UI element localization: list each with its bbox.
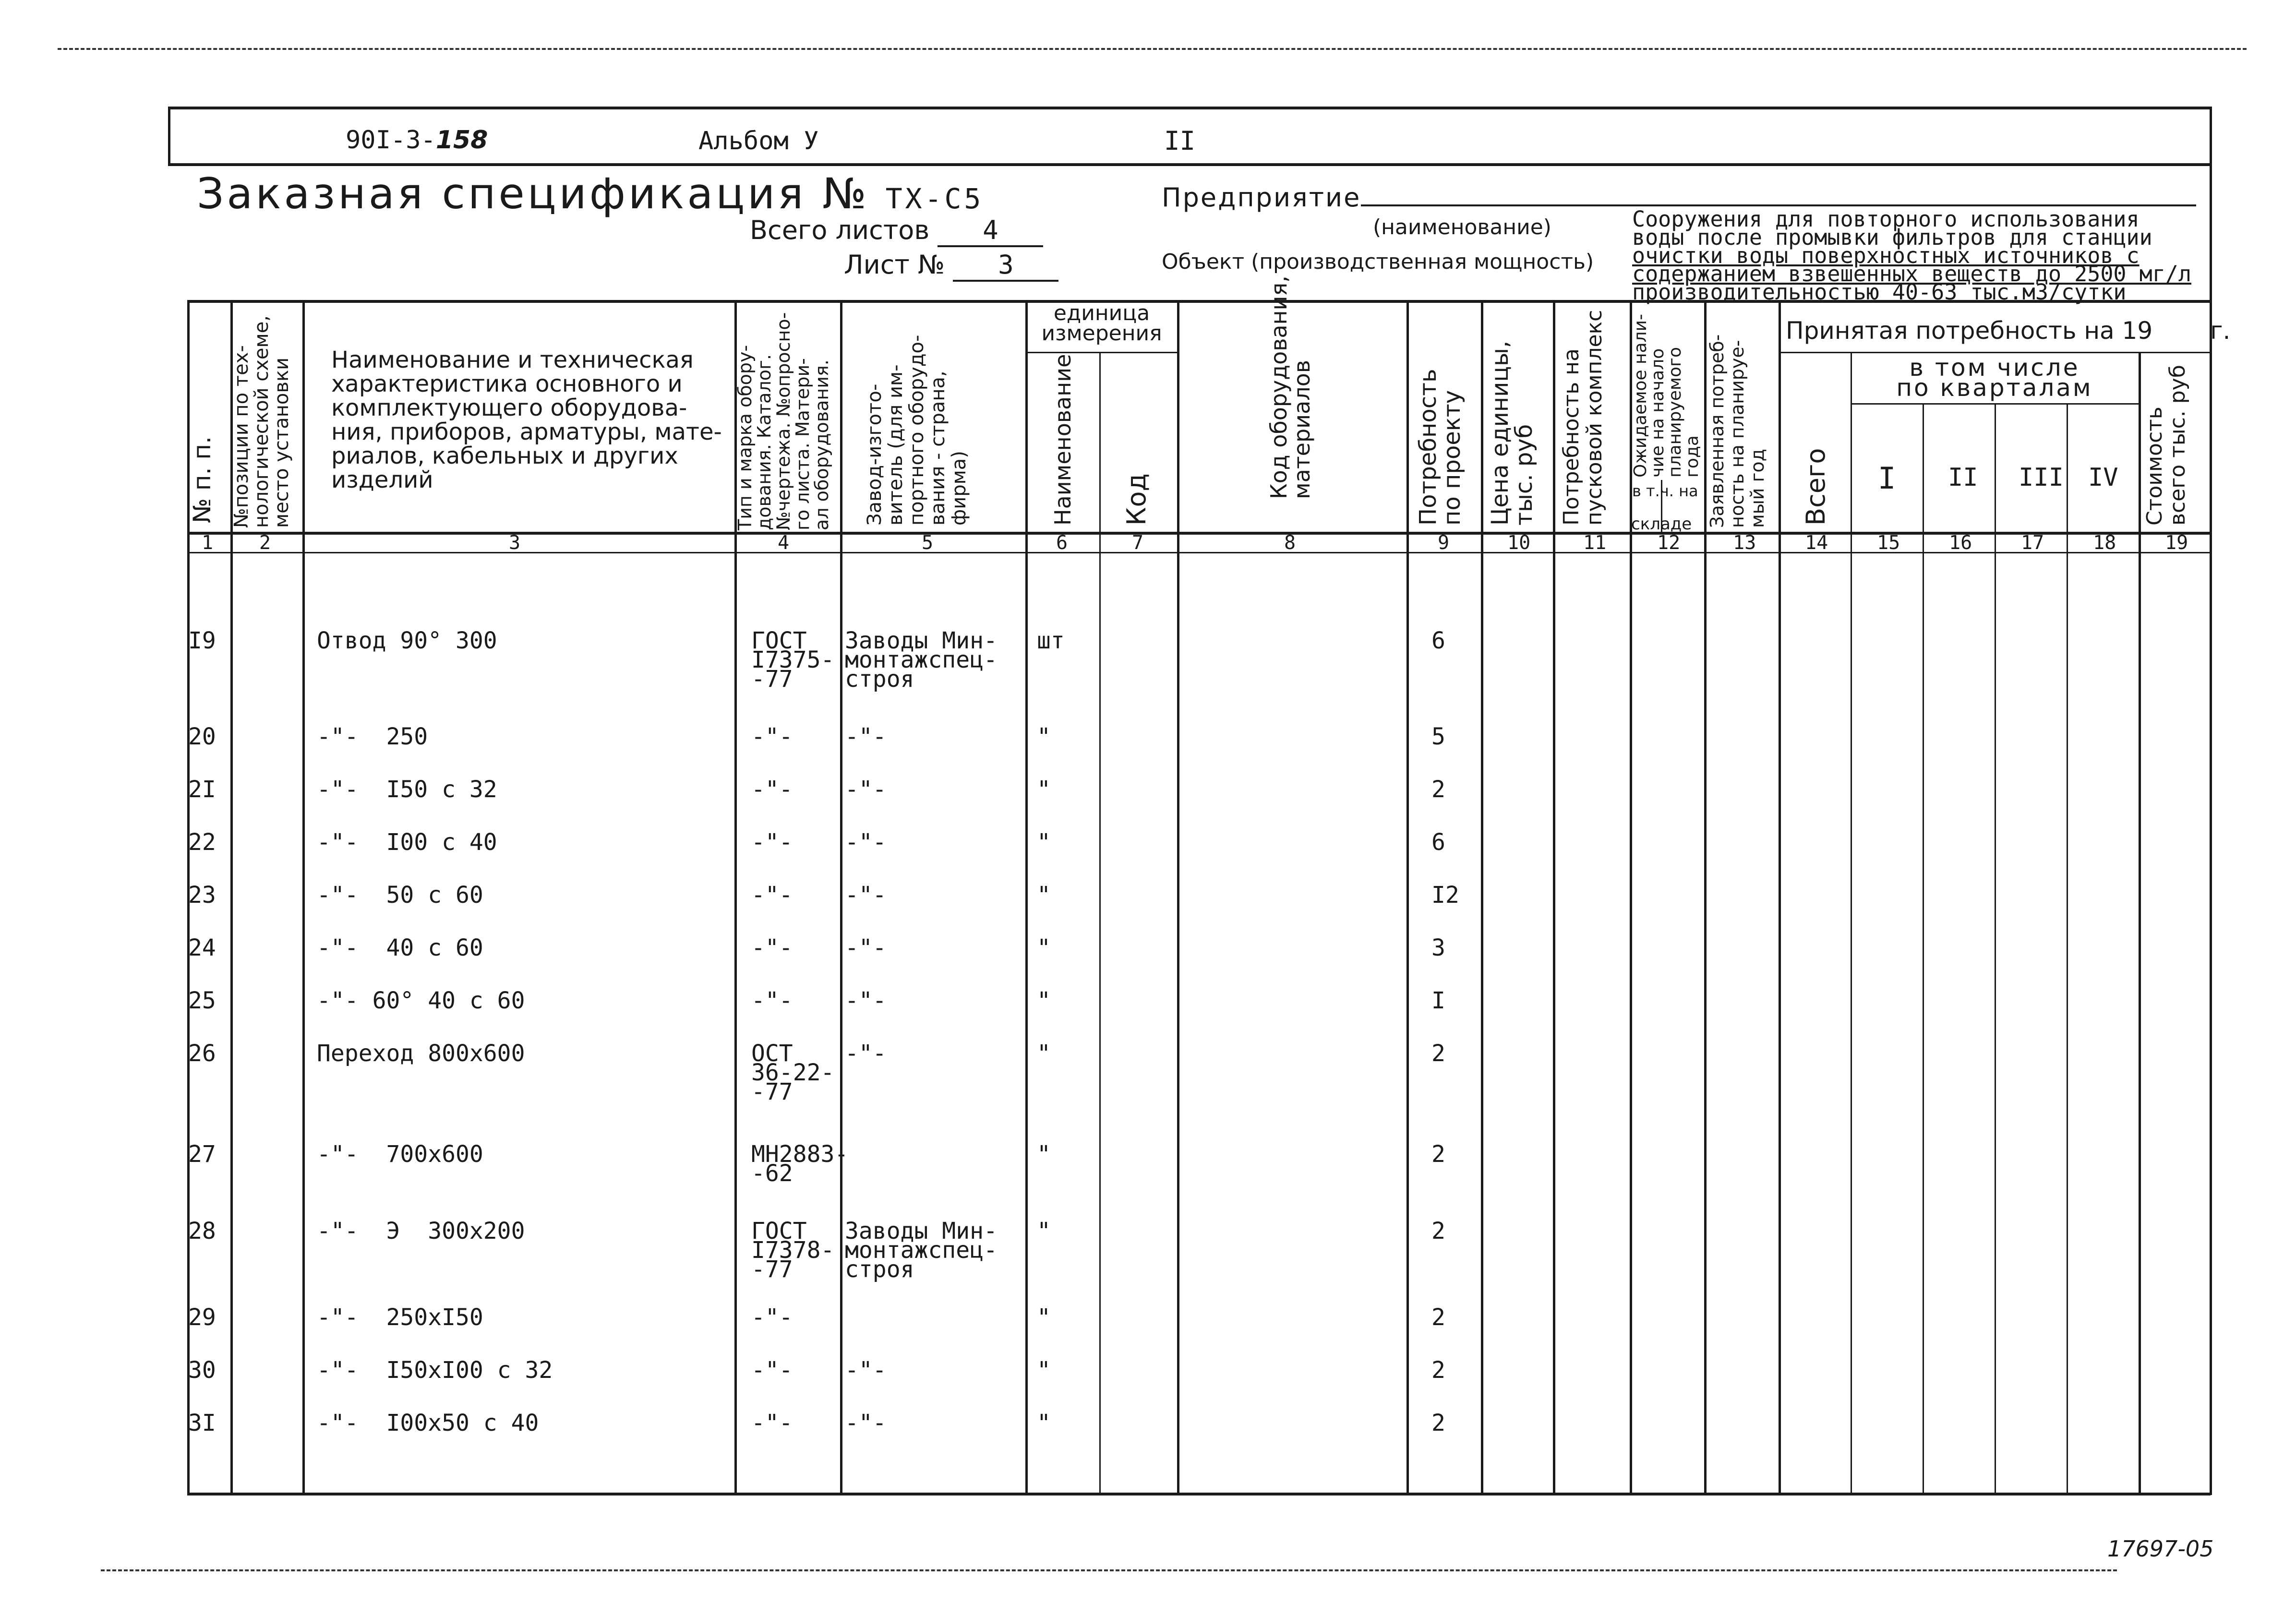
- row-number: 30: [188, 1357, 216, 1384]
- row-number: 28: [188, 1218, 216, 1244]
- col-header-q4: IV: [2088, 463, 2118, 492]
- item-type: -"-: [751, 1357, 793, 1384]
- item-name: -"- I00 с 40: [317, 829, 497, 856]
- col-header-expected-warehouse: складе: [1631, 514, 1692, 534]
- item-unit: ": [1037, 1141, 1051, 1168]
- scan-bottom-border: [101, 1569, 2117, 1571]
- item-unit: ": [1037, 1357, 1051, 1384]
- item-unit: ": [1037, 882, 1051, 909]
- item-quantity: 2: [1431, 1357, 1445, 1384]
- row-number: 24: [188, 934, 216, 961]
- item-unit: ": [1037, 829, 1051, 856]
- row-number: 23: [188, 882, 216, 909]
- row-number: 29: [188, 1304, 216, 1331]
- item-unit: ": [1037, 934, 1051, 961]
- item-unit: ": [1037, 776, 1051, 803]
- col-header-startup: Потребность на пусковой комплекс: [1559, 310, 1607, 526]
- item-type: -77: [751, 666, 793, 693]
- col-header-position: №позиции по тех- нологической схеме, место установки: [230, 315, 293, 528]
- item-name: -"- I00х50 с 40: [317, 1410, 539, 1436]
- row-number: 26: [188, 1040, 216, 1067]
- item-maker: -"-: [845, 1040, 887, 1067]
- item-name: -"- 40 с 60: [317, 934, 483, 961]
- col-header-unit-name: Наименование: [1050, 354, 1076, 526]
- row-number: 20: [188, 723, 216, 750]
- item-unit: ": [1037, 1218, 1051, 1244]
- item-quantity: 6: [1431, 627, 1445, 654]
- item-type: ОСТ: [751, 1040, 793, 1067]
- col-header-unit-code: Код: [1121, 473, 1152, 526]
- footer-stamp: 17697-05: [2107, 1536, 2214, 1562]
- item-name: -"- I50 с 32: [317, 776, 497, 803]
- object-description: Сооружения для повторного использования воды после промывки фильтров для станции очистки воды поверхностных источников с содержанием взвешенных веществ до 2500 мг/л производительностью 40-63 тыс.м3/сутки: [1632, 206, 2191, 305]
- item-maker: -"-: [845, 776, 887, 803]
- item-maker: -"-: [845, 1410, 887, 1436]
- item-type: ГОСТ: [751, 627, 807, 654]
- row-number: I9: [188, 627, 216, 654]
- item-unit: ": [1037, 1304, 1051, 1331]
- item-quantity: 2: [1431, 1304, 1445, 1331]
- col-header-type: Тип и марка обору- дования. Каталог. №чертежа. №опросно- го листа. Матери- ал оборудования.: [734, 312, 832, 530]
- item-unit: ": [1037, 1040, 1051, 1067]
- item-type: -"-: [751, 987, 793, 1014]
- item-quantity: 2: [1431, 1040, 1445, 1067]
- total-sheets: Всего листов 4: [750, 215, 1043, 247]
- item-maker: -"-: [845, 934, 887, 961]
- col-header-cost: Стоимость всего тыс. руб: [2142, 365, 2190, 526]
- item-type: -62: [751, 1160, 793, 1187]
- enterprise-label: Предприятие: [1162, 182, 2196, 213]
- page-number: II: [1164, 126, 1196, 156]
- col-header-q2: II: [1948, 463, 1978, 492]
- album-label: Альбом У: [698, 127, 819, 156]
- item-maker: монтажспец-: [845, 646, 998, 673]
- col-header-declared: Заявленная потреб- ность на планируе- мый год: [1707, 334, 1768, 528]
- item-type: I7378-: [751, 1237, 835, 1264]
- item-type: ГОСТ: [751, 1218, 807, 1244]
- item-name: -"- 700х600: [317, 1141, 483, 1168]
- item-maker: -"-: [845, 1357, 887, 1384]
- item-unit: ": [1037, 723, 1051, 750]
- item-type: -"-: [751, 776, 793, 803]
- row-number: 25: [188, 987, 216, 1014]
- item-quantity: 2: [1431, 776, 1445, 803]
- item-maker: -"-: [845, 723, 887, 750]
- item-quantity: 5: [1431, 723, 1445, 750]
- item-quantity: 2: [1431, 1218, 1445, 1244]
- col-header-demand: Потребность по проекту: [1415, 369, 1466, 526]
- col-header-maker: Завод-изгото- витель (для им- портного оборудо- вания - страна, фирма): [864, 335, 970, 526]
- document-code: 90I-3-158: [346, 126, 488, 155]
- row-number: 27: [188, 1141, 216, 1168]
- item-maker: -"-: [845, 987, 887, 1014]
- item-type: -"-: [751, 1410, 793, 1436]
- item-type: -"-: [751, 882, 793, 909]
- col-header-q1: I: [1878, 461, 1896, 496]
- item-type: I7375-: [751, 646, 835, 673]
- sheet-number: Лист № 3: [844, 250, 1058, 282]
- item-name: -"- I50хI00 с 32: [317, 1357, 553, 1384]
- item-quantity: 6: [1431, 829, 1445, 856]
- item-unit: шт: [1037, 627, 1065, 654]
- item-unit: ": [1037, 987, 1051, 1014]
- item-type: -77: [751, 1256, 793, 1283]
- item-maker: -"-: [845, 829, 887, 856]
- item-quantity: I2: [1431, 882, 1459, 909]
- item-maker: -"-: [845, 882, 887, 909]
- item-quantity: I: [1431, 987, 1445, 1014]
- col-header-name: Наименование и техническая характеристика основного и комплектующего оборудова- ния, приборов, арматуры, мате- риалов, кабельных и других изделий: [331, 347, 722, 493]
- item-name: -"- 50 с 60: [317, 882, 483, 909]
- col-header-total: Всего: [1801, 448, 1831, 526]
- item-name: Переход 800х600: [317, 1040, 525, 1067]
- item-quantity: 2: [1431, 1141, 1445, 1168]
- item-maker: строя: [845, 1256, 914, 1283]
- item-name: -"- 60° 40 с 60: [317, 987, 525, 1014]
- item-unit: ": [1037, 1410, 1051, 1436]
- enterprise-caption: (наименование): [1373, 215, 1551, 239]
- page-title: Заказная спецификация № ТХ-С5: [197, 169, 984, 218]
- scan-top-border: [58, 48, 2247, 50]
- item-quantity: 2: [1431, 1410, 1445, 1436]
- row-number: 2I: [188, 776, 216, 803]
- item-maker: Заводы Мин-: [845, 1218, 998, 1244]
- col-header-unit-group: единица измерения: [1041, 301, 1162, 346]
- item-type: 36-22-: [751, 1059, 835, 1086]
- item-maker: Заводы Мин-: [845, 627, 998, 654]
- col-header-no: № п. п.: [188, 436, 216, 523]
- col-header-accepted: Принятая потребность на 19 г.: [1786, 317, 2231, 345]
- row-number: 3I: [188, 1410, 216, 1436]
- item-name: -"- Э 300х200: [317, 1218, 525, 1244]
- col-header-expected-stock: в т.ч. на: [1632, 482, 1698, 500]
- col-header-q3: III: [2019, 463, 2064, 492]
- item-maker: монтажспец-: [845, 1237, 998, 1264]
- object-label: Объект (производственная мощность): [1162, 250, 1594, 274]
- item-maker: строя: [845, 666, 914, 693]
- item-name: Отвод 90° 300: [317, 627, 497, 654]
- col-header-equipment-code: Код оборудования, материалов: [1266, 275, 1315, 499]
- item-type: -"-: [751, 1304, 793, 1331]
- item-name: -"- 250хI50: [317, 1304, 483, 1331]
- item-type: -"-: [751, 934, 793, 961]
- col-header-quarters: в том числе по кварталам: [1896, 354, 2093, 402]
- item-quantity: 3: [1431, 934, 1445, 961]
- col-header-price: Цена единицы, тыс. руб: [1487, 340, 1538, 526]
- row-number: 22: [188, 829, 216, 856]
- item-type: -"-: [751, 723, 793, 750]
- item-type: -"-: [751, 829, 793, 856]
- item-type: -77: [751, 1078, 793, 1105]
- col-header-expected: Ожидаемое нали- чие на начало планируемого года: [1631, 313, 1702, 478]
- item-name: -"- 250: [317, 723, 428, 750]
- item-type: МН2883-: [751, 1141, 849, 1168]
